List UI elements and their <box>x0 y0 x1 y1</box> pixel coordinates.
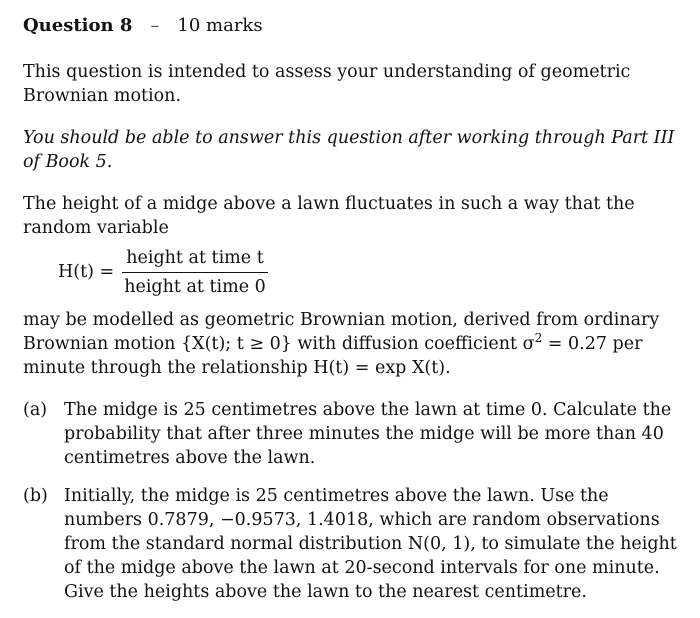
part-a <box>23 398 683 470</box>
intro-paragraph: This question is intended to assess your understanding of geometric Brownian motion. <box>23 62 631 106</box>
question-number: Question 8 <box>23 15 133 36</box>
fraction-numerator: height at time t <box>126 247 264 268</box>
model-text-1: may be modelled as geometric Brownian motion, derived from ordinary Brownian motion {X(t); t ≥ 0} with diffusion coefficient σ <box>23 310 660 354</box>
question-header <box>23 14 683 38</box>
part-a-label: (a) <box>23 400 48 420</box>
part-b-label: (b) <box>23 486 48 506</box>
part-b-text: Initially, the midge is 25 centimetres above the lawn. Use the numbers 0.7879, −0.9573, 1.4018, which are random observations from the standard normal distribution N(0, 1), to simulate the height of the midge above the lawn at 20-second intervals for one minute. Give the heights above the lawn to the nearest centimetre. <box>64 486 677 602</box>
part-b <box>23 484 683 604</box>
equation-fraction <box>122 246 268 299</box>
model-paragraph <box>23 308 683 380</box>
equation-lhs: H(t) = <box>58 262 115 282</box>
question-marks: 10 marks <box>177 15 263 36</box>
part-a-text: The midge is 25 centimetres above the lawn at time 0. Calculate the probability that after three minutes the midge will be more than 40 centimetres above the lawn. <box>64 400 672 468</box>
model-superscript: 2 <box>534 331 543 346</box>
setup-paragraph: The height of a midge above a lawn fluctuates in such a way that the random variable <box>23 194 635 238</box>
question-page <box>23 14 683 618</box>
equation-display <box>58 244 683 300</box>
model-text-2: = 0.27 per minute through the relationship H(t) = exp X(t). <box>23 334 643 378</box>
fraction-denominator: height at time 0 <box>122 272 268 299</box>
header-separator: – <box>150 15 160 36</box>
guidance-paragraph: You should be able to answer this question after working through Part III of Book 5. <box>23 128 675 172</box>
